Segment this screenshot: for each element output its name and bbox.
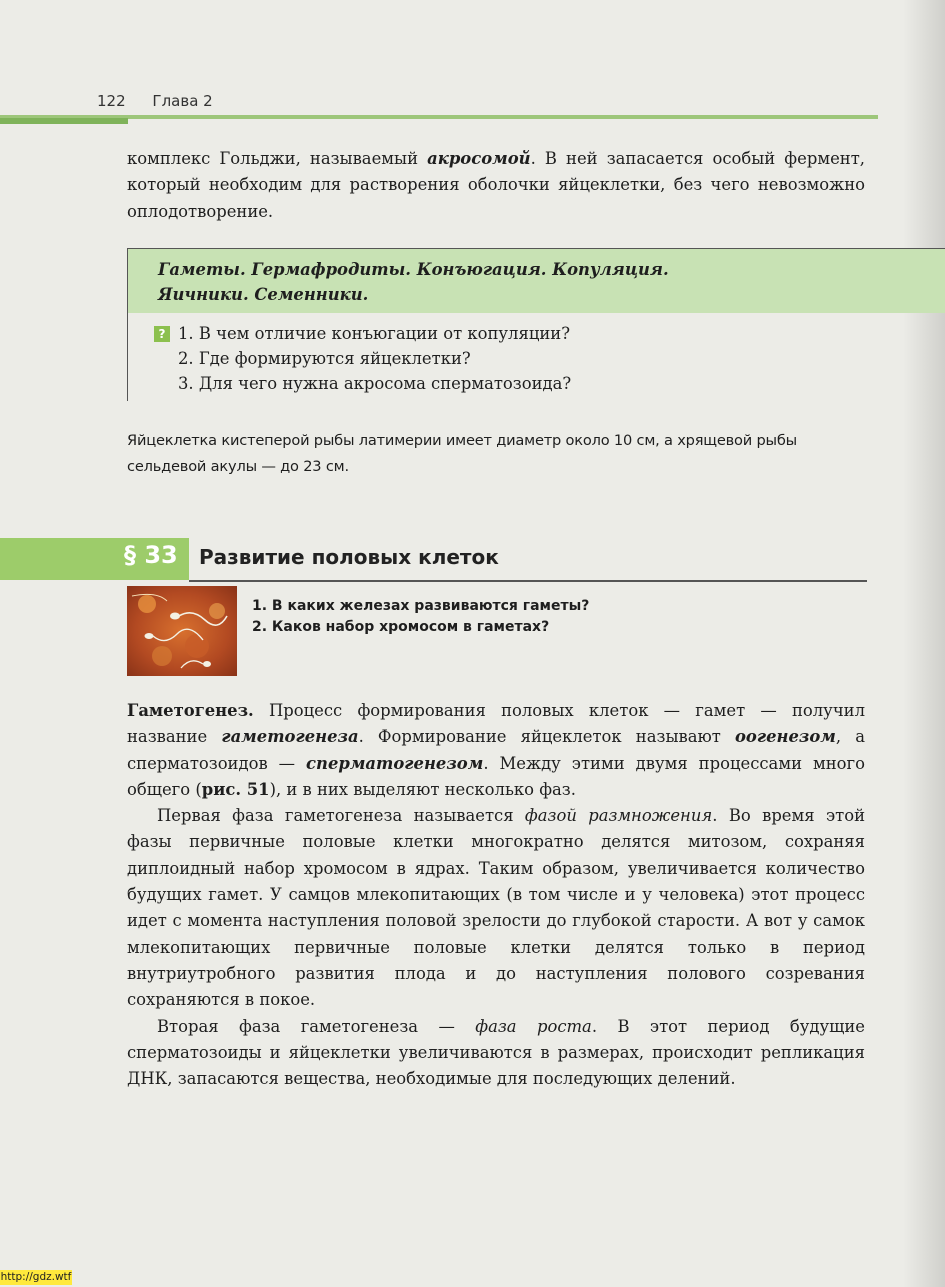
question-text: 2. Где формируются яйцеклетки? (178, 349, 471, 368)
keywords-line: Гаметы. Гермафродиты. Конъюгация. Копуляция. (158, 260, 669, 279)
page-edge-shadow (903, 0, 945, 1287)
text-run: . В ней запасается особый фермент, который необходим для растворения оболочки яйцеклетки, без чего невозможно оплодотворение. (127, 149, 865, 221)
term-acrosome: акросомой (427, 149, 531, 168)
review-question (154, 321, 854, 346)
main-body (127, 698, 865, 1092)
header-rule (0, 115, 878, 119)
intro-question: 1. В каких железах развиваются гаметы? (252, 598, 590, 614)
text-run: Первая фаза гаметогенеза называется (157, 806, 525, 826)
source-watermark[interactable]: http://gdz.wtf (0, 1271, 72, 1283)
question-icon: ? (154, 326, 170, 342)
section-rule (189, 580, 867, 582)
term-growth-phase: фаза роста (475, 1016, 592, 1036)
term-gametogenesis: гаметогенеза (221, 727, 359, 747)
section-number: § 33 (124, 541, 178, 569)
question-text: 3. Для чего нужна акросома сперматозоида? (178, 374, 572, 393)
question-text: 1. В чем отличие конъюгации от копуляции? (178, 324, 570, 343)
term-oogenesis: оогенезом (734, 727, 836, 747)
term-spermatogenesis: сперматогенезом (306, 753, 484, 773)
sperm-cells-image (127, 586, 237, 676)
keywords (158, 257, 858, 307)
header-rule-accent (0, 118, 128, 124)
paragraph-gametogenesis (127, 698, 865, 803)
section-title: Развитие половых клеток (199, 545, 499, 569)
review-question (154, 346, 854, 371)
intro-question: 2. Каков набор хромосом в гаметах? (252, 619, 550, 635)
text-run: Процесс формирования половых клеток — гамет — получил название (127, 701, 865, 747)
term-reproduction-phase: фазой размножения (524, 806, 713, 826)
figure-reference[interactable]: рис. 51 (201, 779, 270, 799)
run-in-heading: Гаметогенез. (127, 701, 254, 720)
top-paragraph (127, 146, 865, 225)
paragraph-reproduction-phase (127, 803, 865, 1013)
keywords-line: Яичники. Семенники. (158, 285, 369, 304)
review-box (127, 248, 945, 401)
text-run: . Формирование яйцеклеток называют (358, 727, 735, 747)
chapter-label: Глава 2 (152, 92, 213, 110)
text-run: Вторая фаза гаметогенеза — (157, 1016, 476, 1036)
review-questions (154, 321, 854, 396)
page-number: 122 (97, 92, 126, 110)
intro-questions (252, 596, 852, 638)
running-header (97, 92, 213, 110)
paragraph-growth-phase (127, 1014, 865, 1093)
text-run: ), и в них выделяют несколько фаз. (269, 779, 576, 799)
text-run: . Во время этой фазы первичные половые клетки многократно делятся митозом, сохраняя диплоидный набор хромосом в ядрах. Таким образом, увеличивается количество будущих гамет. У самцов млекопитающих (в том числе и у человека) этот процесс идет с момента наступления половой зрелости до глубокой старости. А вот у самок млекопитающих первичные половые клетки делятся только в период внутриутробного развития плода и до наступления полового созревания сохраняются в покое. (127, 806, 865, 1010)
text-run: . В этот период будущие сперматозоиды и яйцеклетки увеличиваются в размерах, происходит репликация ДНК, запасаются вещества, необходимые для последующих делений. (127, 1016, 865, 1089)
text-run: , а сперматозоидов — (127, 727, 865, 773)
review-question (154, 371, 854, 396)
section-thumbnail (127, 586, 237, 676)
text-run: . Между этими двумя процессами много общего ( (127, 753, 865, 799)
fun-fact: Яйцеклетка кистеперой рыбы латимерии имеет диаметр около 10 см, а хрящевой рыбы сельдевой акулы — до 23 см. (127, 432, 797, 475)
text-run: комплекс Гольджи, называемый (127, 149, 428, 168)
